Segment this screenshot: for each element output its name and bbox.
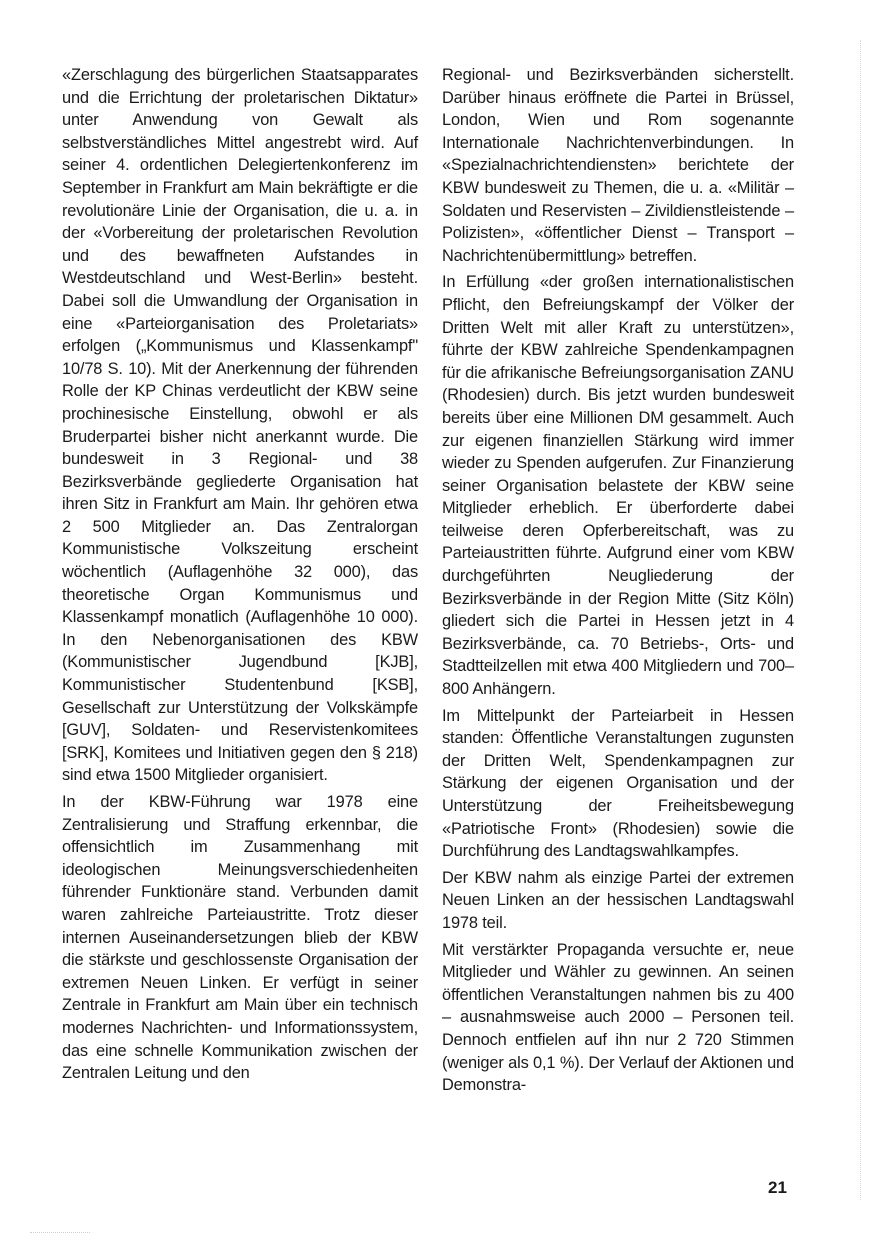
- paragraph: In Erfüllung «der großen internationalistischen Pflicht, den Befreiungskampf der Völker der Dritten Welt mit aller Kraft zu unterstützen», führte der KBW zahlreiche Spendenkampagnen für die afrikanische Befreiungsorganisation ZANU (Rhodesien) durch. Bis jetzt wurden bundesweit bereits über eine Millionen DM gesammelt. Auch zur eigenen finanziellen Stärkung wird immer wieder zu Spenden aufgerufen. Zur Finanzierung seiner Organisation belastete der KBW seine Mitglieder erheblich. Er überforderte dabei teilweise deren Opferbereitschaft, was zu Parteiaustritten führte. Aufgrund einer vom KBW durchgeführten Neugliederung der Bezirksverbände in der Region Mitte (Sitz Köln) gliedert sich die Partei in Hessen jetzt in 4 Bezirksverbände, ca. 70 Betriebs-, Orts- und Stadtteilzellen mit etwa 400 Mitgliedern und 700–800 Anhängern.: [442, 273, 794, 699]
- scan-foot-mark: [30, 1232, 90, 1234]
- paragraph: Regional- und Bezirksverbänden sicherstellt. Darüber hinaus eröffnete die Partei in Brüssel, London, Wien und Rom sogenannte Internationale Nachrichtenverbindungen. In «Spezialnachrichtendiensten» berichtete der KBW bundesweit zu Themen, die u. a. «Militär – Soldaten und Reservisten – Zivildienstleistende – Polizisten», «öffentlicher Dienst – Transport – Nachrichtenübermittlung» betreffen.: [442, 66, 794, 265]
- paragraph: «Zerschlagung des bürgerlichen Staatsapparates und die Errichtung der proletarischen Diktatur» unter Anwendung von Gewalt als selbstverständliches Mittel angestrebt wird. Auf seiner 4. ordentlichen Delegiertenkonferenz im September in Frankfurt am Main bekräftigte er die revolutionäre Linie der Organisation, die u. a. in der «Vorbereitung der proletarischen Revolution und des bewaffneten Aufstandes in Westdeutschland und West-Berlin» besteht. Dabei soll die Umwandlung der Organisation in eine «Parteiorganisation des Proletariats» erfolgen („Kommunismus und Klassenkampf" 10/78 S. 10). Mit der Anerkennung der führenden Rolle der KP Chinas verdeutlicht der KBW seine prochinesische Einstellung, obwohl er als Bruderpartei bisher nicht anerkannt wurde. Die bundesweit in 3 Regional- und 38 Bezirksverbände gegliederte Organisation hat ihren Sitz in Frankfurt am Main. Ihr gehören etwa 2 500 Mitglieder an. Das Zentralorgan Kommunistische Volkszeitung erscheint wöchentlich (Auflagenhöhe 32 000), das theoretische Organ Kommunismus und Klassenkampf monatlich (Auflagenhöhe 10 000). In den Nebenorganisationen des KBW (Kommunistischer Jugendbund [KJB], Kommunistischer Studentenbund [KSB], Gesellschaft zur Unterstützung der Volkskämpfe [GUV], Soldaten- und Reservistenkomitees [SRK], Komitees und Initiativen gegen den § 218) sind etwa 1500 Mitglieder organisiert.: [62, 66, 418, 785]
- scan-edge-mark: [860, 40, 862, 1200]
- left-column: [62, 64, 418, 1085]
- paragraph: Der KBW nahm als einzige Partei der extremen Neuen Linken an der hessischen Landtagswahl 1978 teil.: [442, 868, 794, 932]
- page-number: 21: [768, 1178, 787, 1197]
- paragraph: Mit verstärkter Propaganda versuchte er, neue Mitglieder und Wähler zu gewinnen. An seinen öffentlichen Veranstaltungen nahmen bis zu 400 – ausnahmsweise auch 2000 – Personen teil. Dennoch entfielen auf ihn nur 2 720 Stimmen (weniger als 0,1 %). Der Verlauf der Aktionen und Demonstra-: [442, 940, 794, 1095]
- paragraph: In der KBW-Führung war 1978 eine Zentralisierung und Straffung erkennbar, die offensichtlich im Zusammenhang mit ideologischen Meinungsverschiedenheiten führender Funktionäre stand. Verbunden damit waren zahlreiche Parteiaustritte. Trotz dieser internen Auseinandersetzungen blieb der KBW die stärkste und geschlossenste Organisation der extremen Neuen Linken. Er verfügt in seiner Zentrale in Frankfurt am Main über ein technisch modernes Nachrichten- und Informationssystem, das eine schnelle Kommunikation zwischen der Zentralen Leitung und den: [62, 793, 418, 1083]
- paragraph: Im Mittelpunkt der Parteiarbeit in Hessen standen: Öffentliche Veranstaltungen zugunsten der Dritten Welt, Spendenkampagnen zur Stärkung der eigenen Organisation und der Unterstützung der Freiheitsbewegung «Patriotische Front» (Rhodesien) sowie die Durchführung des Landtagswahlkampfes.: [442, 706, 794, 861]
- right-column: [442, 64, 794, 1097]
